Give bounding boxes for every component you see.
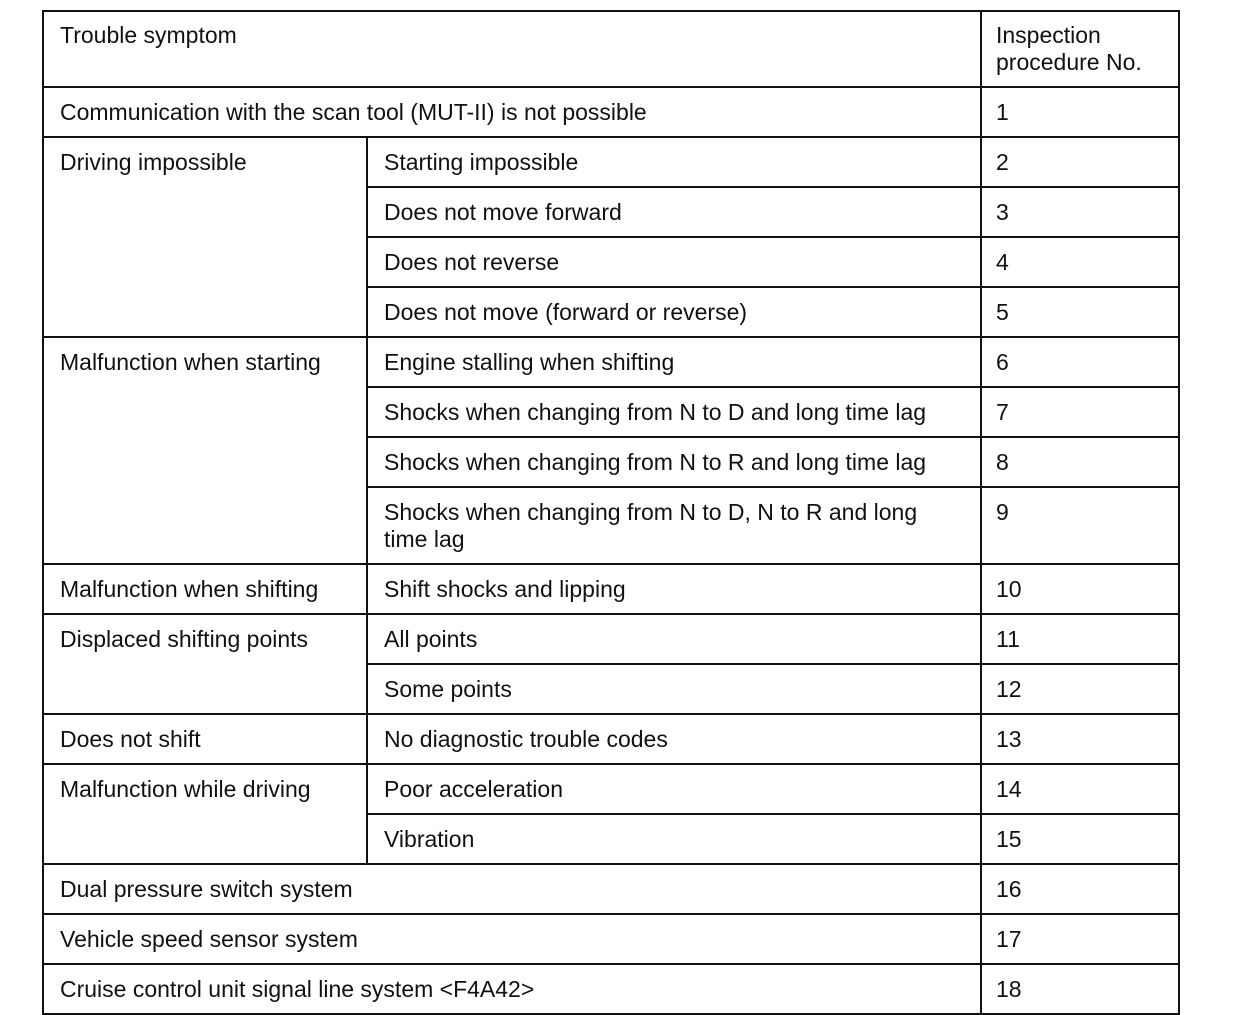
symptom-detail-cell: Does not reverse xyxy=(367,237,981,287)
procedure-number: 1 xyxy=(981,87,1179,137)
procedure-number: 6 xyxy=(981,337,1179,387)
procedure-number: 10 xyxy=(981,564,1179,614)
symptom-cell: Communication with the scan tool (MUT-II) is not possible xyxy=(43,87,981,137)
procedure-number: 2 xyxy=(981,137,1179,187)
symptom-detail-cell: Shocks when changing from N to D and long time lag xyxy=(367,387,981,437)
symptom-procedure-table xyxy=(42,10,1180,1015)
table-row xyxy=(43,714,1179,764)
symptom-detail-cell: All points xyxy=(367,614,981,664)
symptom-detail-cell: Some points xyxy=(367,664,981,714)
symptom-group-cell: Malfunction when starting xyxy=(43,337,367,564)
procedure-number: 14 xyxy=(981,764,1179,814)
table-row xyxy=(43,764,1179,814)
symptom-detail-cell: Engine stalling when shifting xyxy=(367,337,981,387)
symptom-detail-cell: Does not move (forward or reverse) xyxy=(367,287,981,337)
header-inspection-procedure: Inspection procedure No. xyxy=(981,11,1179,87)
symptom-group-cell: Malfunction when shifting xyxy=(43,564,367,614)
procedure-number: 15 xyxy=(981,814,1179,864)
symptom-group-cell: Displaced shifting points xyxy=(43,614,367,714)
table-row xyxy=(43,137,1179,187)
symptom-detail-cell: Starting impossible xyxy=(367,137,981,187)
procedure-number: 16 xyxy=(981,864,1179,914)
procedure-number: 4 xyxy=(981,237,1179,287)
procedure-number: 3 xyxy=(981,187,1179,237)
procedure-number: 7 xyxy=(981,387,1179,437)
symptom-detail-cell: Shift shocks and lipping xyxy=(367,564,981,614)
procedure-number: 17 xyxy=(981,914,1179,964)
procedure-number: 11 xyxy=(981,614,1179,664)
procedure-number: 9 xyxy=(981,487,1179,564)
table-header-row xyxy=(43,11,1179,87)
procedure-number: 12 xyxy=(981,664,1179,714)
symptom-group-cell: Driving impossible xyxy=(43,137,367,337)
symptom-detail-cell: Does not move forward xyxy=(367,187,981,237)
header-trouble-symptom: Trouble symptom xyxy=(43,11,981,87)
symptom-detail-cell: Vibration xyxy=(367,814,981,864)
table-row xyxy=(43,614,1179,664)
symptom-detail-cell: Shocks when changing from N to D, N to R and long time lag xyxy=(367,487,981,564)
table-row xyxy=(43,87,1179,137)
table-row xyxy=(43,864,1179,914)
table-row xyxy=(43,914,1179,964)
procedure-number: 13 xyxy=(981,714,1179,764)
symptom-detail-cell: Shocks when changing from N to R and long time lag xyxy=(367,437,981,487)
procedure-number: 8 xyxy=(981,437,1179,487)
table-row xyxy=(43,964,1179,1014)
symptom-detail-cell: No diagnostic trouble codes xyxy=(367,714,981,764)
procedure-number: 5 xyxy=(981,287,1179,337)
symptom-group-cell: Does not shift xyxy=(43,714,367,764)
symptom-cell: Vehicle speed sensor system xyxy=(43,914,981,964)
table-row xyxy=(43,337,1179,387)
symptom-detail-cell: Poor acceleration xyxy=(367,764,981,814)
symptom-cell: Cruise control unit signal line system <F4A42> xyxy=(43,964,981,1014)
procedure-number: 18 xyxy=(981,964,1179,1014)
table-row xyxy=(43,564,1179,614)
symptom-cell: Dual pressure switch system xyxy=(43,864,981,914)
symptom-group-cell: Malfunction while driving xyxy=(43,764,367,864)
